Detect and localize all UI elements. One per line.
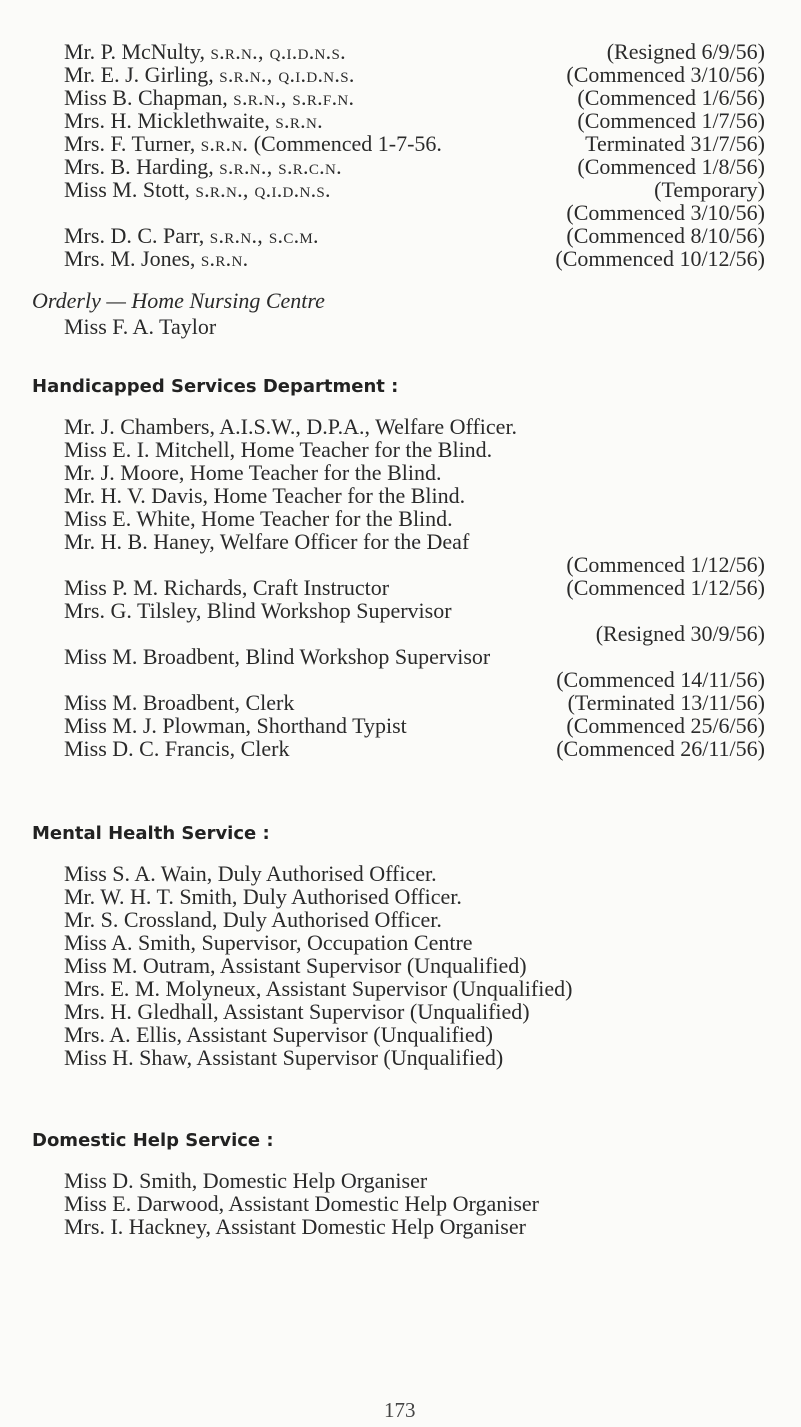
row-text: Miss S. A. Wain, Duly Authorised Officer. xyxy=(64,861,437,886)
row-right: (Commenced 1/12/56) xyxy=(566,552,765,577)
row-left: Miss M. Broadbent, Blind Workshop Supervisor xyxy=(64,644,491,669)
handicapped-row xyxy=(64,714,765,737)
handicapped-row xyxy=(64,530,765,553)
staff-row xyxy=(64,247,765,270)
staff-name: Mr. E. J. Girling, xyxy=(64,62,214,87)
mental-health-row xyxy=(64,931,765,954)
staff-name: Mrs. D. C. Parr, xyxy=(64,223,205,248)
handicapped-row xyxy=(64,507,765,530)
staff-row xyxy=(64,155,765,178)
staff-note: (Temporary) xyxy=(654,177,765,202)
row-left: Mr. J. Chambers, A.I.S.W., D.P.A., Welfare Officer. xyxy=(64,414,518,439)
staff-note: (Commenced 8/10/56) xyxy=(566,223,765,248)
row-text: Mrs. I. Hackney, Assistant Domestic Help Organiser xyxy=(64,1214,526,1239)
staff-name: Mr. P. McNulty, xyxy=(64,39,205,64)
row-right: (Commenced 1/12/56) xyxy=(566,575,765,600)
mental-health-row xyxy=(64,954,765,977)
row-left: Miss P. M. Richards, Craft Instructor xyxy=(64,575,390,600)
staff-name: Mrs. H. Micklethwaite, xyxy=(64,108,270,133)
mental-health-row xyxy=(64,1000,765,1023)
row-text: Miss D. Smith, Domestic Help Organiser xyxy=(64,1168,428,1193)
row-right: (Commenced 14/11/56) xyxy=(556,667,765,692)
row-text: Mr. S. Crossland, Duly Authorised Officer. xyxy=(64,907,442,932)
staff-quals: s.r.n., s.r.c.n. xyxy=(219,154,342,179)
staff-note: (Commenced 1/8/56) xyxy=(577,154,765,179)
handicapped-row xyxy=(64,691,765,714)
row-text: Miss A. Smith, Supervisor, Occupation Centre xyxy=(64,930,473,955)
row-right: (Terminated 13/11/56) xyxy=(567,690,765,715)
handicapped-row xyxy=(64,576,765,599)
row-left: Miss M. Broadbent, Clerk xyxy=(64,690,295,715)
page-number: 173 xyxy=(384,1398,416,1422)
handicapped-row xyxy=(64,645,765,668)
row-text: Mrs. A. Ellis, Assistant Supervisor (Unqualified) xyxy=(64,1022,493,1047)
mental-health-row xyxy=(64,1046,765,1069)
staff-row xyxy=(64,86,765,109)
row-left: Miss M. J. Plowman, Shorthand Typist xyxy=(64,713,407,738)
row-left: Miss E. White, Home Teacher for the Blind. xyxy=(64,506,453,531)
staff-note: (Commenced 3/10/56) xyxy=(566,200,765,225)
staff-name: Mrs. F. Turner, xyxy=(64,131,196,156)
handicapped-row xyxy=(64,622,765,645)
orderly-heading-text: Orderly — Home Nursing Centre xyxy=(32,288,325,313)
row-right: (Commenced 25/6/56) xyxy=(566,713,765,738)
row-right: (Resigned 30/9/56) xyxy=(595,621,765,646)
staff-note: (Commenced 1/7/56) xyxy=(577,108,765,133)
row-left: Miss E. I. Mitchell, Home Teacher for the Blind. xyxy=(64,437,493,462)
handicapped-row xyxy=(64,599,765,622)
section-heading-mental-health: Mental Health Service : xyxy=(32,823,270,844)
mental-health-row xyxy=(64,908,765,931)
section-heading-domestic-help: Domestic Help Service : xyxy=(32,1130,274,1151)
row-text: Miss M. Outram, Assistant Supervisor (Unqualified) xyxy=(64,953,527,978)
row-text: Mrs. H. Gledhall, Assistant Supervisor (Unqualified) xyxy=(64,999,530,1024)
staff-name: Mrs. B. Harding, xyxy=(64,154,214,179)
staff-row xyxy=(64,109,765,132)
orderly-name-text: Miss F. A. Taylor xyxy=(64,314,217,339)
domestic-help-row xyxy=(64,1169,765,1192)
row-left: Mr. H. V. Davis, Home Teacher for the Blind. xyxy=(64,483,466,508)
row-left: Mr. J. Moore, Home Teacher for the Blind. xyxy=(64,460,442,485)
staff-row xyxy=(64,63,765,86)
handicapped-row xyxy=(64,461,765,484)
staff-note: (Commenced 3/10/56) xyxy=(566,62,765,87)
handicapped-row xyxy=(64,737,765,760)
staff-quals: s.r.n. xyxy=(200,246,249,271)
mental-health-row xyxy=(64,885,765,908)
orderly-name xyxy=(64,315,765,338)
row-left: Mr. H. B. Haney, Welfare Officer for the Deaf xyxy=(64,529,470,554)
row-text: Mrs. E. M. Molyneux, Assistant Supervisor (Unqualified) xyxy=(64,976,573,1001)
staff-row xyxy=(64,201,765,224)
staff-name: Mrs. M. Jones, xyxy=(64,246,196,271)
handicapped-row xyxy=(64,415,765,438)
handicapped-row xyxy=(64,668,765,691)
domestic-help-row xyxy=(64,1215,765,1238)
staff-quals: s.r.n., s.c.m. xyxy=(209,223,319,248)
staff-note: Terminated 31/7/56) xyxy=(585,131,765,156)
row-left: Mrs. G. Tilsley, Blind Workshop Supervisor xyxy=(64,598,452,623)
staff-quals: s.r.n., q.i.d.n.s. xyxy=(195,177,331,202)
staff-note: (Commenced 1/6/56) xyxy=(577,85,765,110)
row-text: Miss E. Darwood, Assistant Domestic Help Organiser xyxy=(64,1191,539,1216)
staff-note: (Resigned 6/9/56) xyxy=(606,39,765,64)
row-left: Miss D. C. Francis, Clerk xyxy=(64,736,290,761)
staff-name: Miss M. Stott, xyxy=(64,177,190,202)
row-text: Miss H. Shaw, Assistant Supervisor (Unqualified) xyxy=(64,1045,504,1070)
staff-quals: s.r.n., s.r.f.n. xyxy=(233,85,355,110)
mental-health-row xyxy=(64,977,765,1000)
handicapped-row xyxy=(64,438,765,461)
section-heading-handicapped: Handicapped Services Department : xyxy=(32,376,399,397)
mental-health-row xyxy=(64,862,765,885)
staff-note: (Commenced 10/12/56) xyxy=(555,246,765,271)
handicapped-row xyxy=(64,484,765,507)
staff-row xyxy=(64,224,765,247)
staff-row xyxy=(64,178,765,201)
staff-quals: s.r.n., q.i.d.n.s. xyxy=(219,62,355,87)
staff-row xyxy=(64,132,765,155)
staff-quals: s.r.n. xyxy=(200,131,249,156)
staff-quals: s.r.n. xyxy=(275,108,323,133)
mental-health-row xyxy=(64,1023,765,1046)
staff-quals: s.r.n., q.i.d.n.s. xyxy=(210,39,346,64)
domestic-help-row xyxy=(64,1192,765,1215)
staff-extra: (Commenced 1-7-56. xyxy=(253,131,442,156)
row-text: Mr. W. H. T. Smith, Duly Authorised Officer. xyxy=(64,884,462,909)
staff-name: Miss B. Chapman, xyxy=(64,85,228,110)
orderly-heading xyxy=(32,289,765,312)
handicapped-row xyxy=(64,553,765,576)
staff-row xyxy=(64,40,765,63)
row-right: (Commenced 26/11/56) xyxy=(556,736,765,761)
